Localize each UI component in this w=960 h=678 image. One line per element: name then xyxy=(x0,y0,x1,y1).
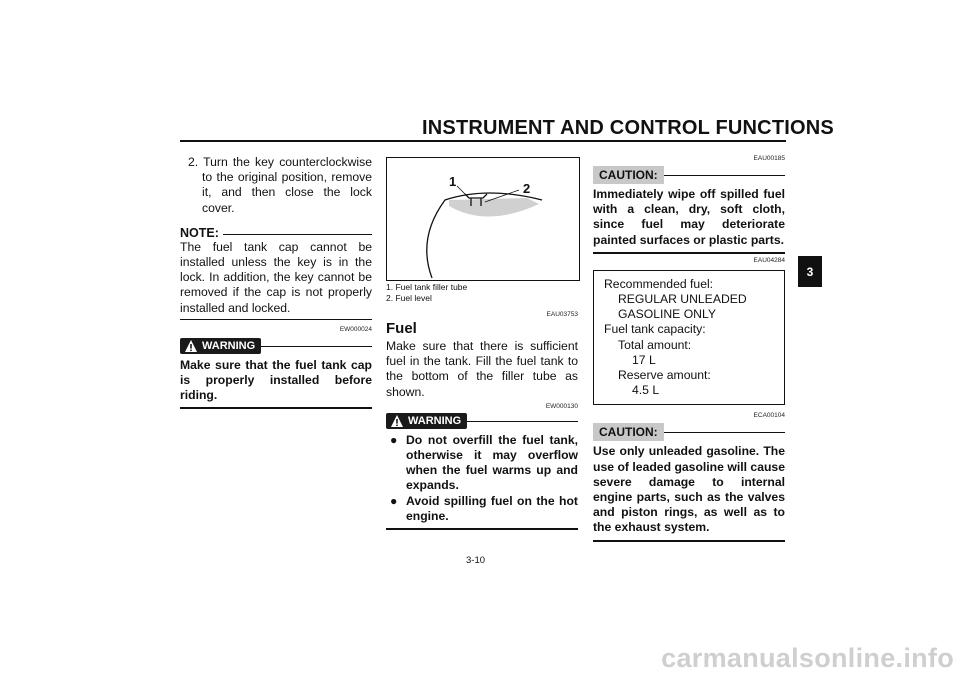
caution1-code: EAU00185 xyxy=(753,155,785,162)
warning-label: WARNING xyxy=(202,339,256,352)
section-title: Fuel xyxy=(386,320,417,337)
fuel-warning-label: WARNING xyxy=(408,414,462,427)
figure-caption-2: 2. Fuel level xyxy=(386,292,432,303)
warning-bullet-1 xyxy=(386,433,578,494)
bullet-dot-icon: ● xyxy=(390,432,398,447)
caution2-text: Use only unleaded gasoline. The use of leaded gasoline will cause severe damage to internal engine parts, such as the valves and piston rings, as well as to the exhaust system. xyxy=(593,444,785,535)
recommended-fuel-line2: GASOLINE ONLY xyxy=(618,307,716,322)
warning-triangle-icon xyxy=(390,414,404,428)
right-column xyxy=(593,155,785,542)
watermark: carmanualsonline.info xyxy=(661,643,954,673)
warning-badge xyxy=(180,338,261,354)
header-rule xyxy=(180,140,786,142)
caution2-code: ECA00104 xyxy=(753,412,785,420)
fuel-warning-end-rule xyxy=(386,528,578,530)
step-2-text: 2. Turn the key counterclockwise to the original position, remove it, and then close the lock cover. xyxy=(188,155,372,215)
leader-1 xyxy=(457,186,467,196)
caution2-header xyxy=(593,423,785,441)
left-column xyxy=(180,155,372,409)
warning-bullet-2 xyxy=(386,494,578,524)
warning-header xyxy=(180,338,372,354)
figure-label-1: 1 xyxy=(449,174,457,189)
chapter-tab: 3 xyxy=(798,256,822,287)
caution1-header xyxy=(593,166,785,184)
bullet-text-1: Do not overfill the fuel tank, otherwise it may overflow when the fuel warms up and expands. xyxy=(406,432,578,493)
section-text: Make sure that there is sufficient fuel in the tank. Fill the fuel tank to the bottom of the filler tube as shown. xyxy=(386,339,578,399)
fuel-spec-box xyxy=(593,270,785,406)
warning-end-rule xyxy=(180,407,372,409)
fuel-tank-illustration xyxy=(387,158,579,280)
page-header-title: INSTRUMENT AND CONTROL FUNCTIONS xyxy=(422,117,834,139)
caution2-end-rule xyxy=(593,540,785,542)
caution1-end-rule xyxy=(593,252,785,254)
caution1-badge: CAUTION: xyxy=(593,166,664,184)
note-text: The fuel tank cap cannot be installed unless the key is in the lock. In addition, the key cannot be removed if the cap is not properly installed and locked. xyxy=(180,239,372,315)
fuel-warning-header xyxy=(386,413,578,429)
caution2-badge: CAUTION: xyxy=(593,423,664,441)
note-end-rule xyxy=(180,319,372,320)
bullet-text-2: Avoid spilling fuel on the hot engine. xyxy=(406,493,578,523)
fuel-warning-code: EW000130 xyxy=(545,402,578,410)
figure-caption-1: 1. Fuel tank filler tube xyxy=(386,282,468,292)
recommended-fuel-line1: REGULAR UNLEADED xyxy=(618,292,747,307)
middle-column xyxy=(386,282,578,530)
note-rule xyxy=(218,234,372,235)
fuel-spec-code: EAU04284 xyxy=(753,256,785,264)
page-number: 3-10 xyxy=(466,555,486,566)
reserve-amount-label: Reserve amount: xyxy=(618,368,711,383)
warning-code: EW000024 xyxy=(339,325,372,333)
total-amount-value: 17 L xyxy=(632,352,656,367)
figure-label-2: 2 xyxy=(523,181,531,196)
fuel-level-fill xyxy=(449,198,539,217)
total-amount-label: Total amount: xyxy=(618,337,692,352)
fuel-filler-figure xyxy=(386,157,580,281)
recommended-fuel-label: Recommended fuel: xyxy=(604,276,714,291)
caution1-text: Immediately wipe off spilled fuel with a clean, dry, soft cloth, since fuel may deteriorate painted surfaces or plastic parts. xyxy=(593,187,785,247)
fuel-warning-badge xyxy=(386,413,467,429)
tank-capacity-label: Fuel tank capacity: xyxy=(604,322,706,337)
fuel-section-code: EAU03753 xyxy=(546,311,578,318)
warning-triangle-icon xyxy=(184,339,198,353)
note-label: NOTE: xyxy=(180,226,223,240)
warning-text: Make sure that the fuel tank cap is properly installed before riding. xyxy=(180,357,372,403)
reserve-amount-value: 4.5 L xyxy=(632,383,660,398)
note-header xyxy=(180,226,372,240)
bullet-dot-icon: ● xyxy=(390,493,398,508)
